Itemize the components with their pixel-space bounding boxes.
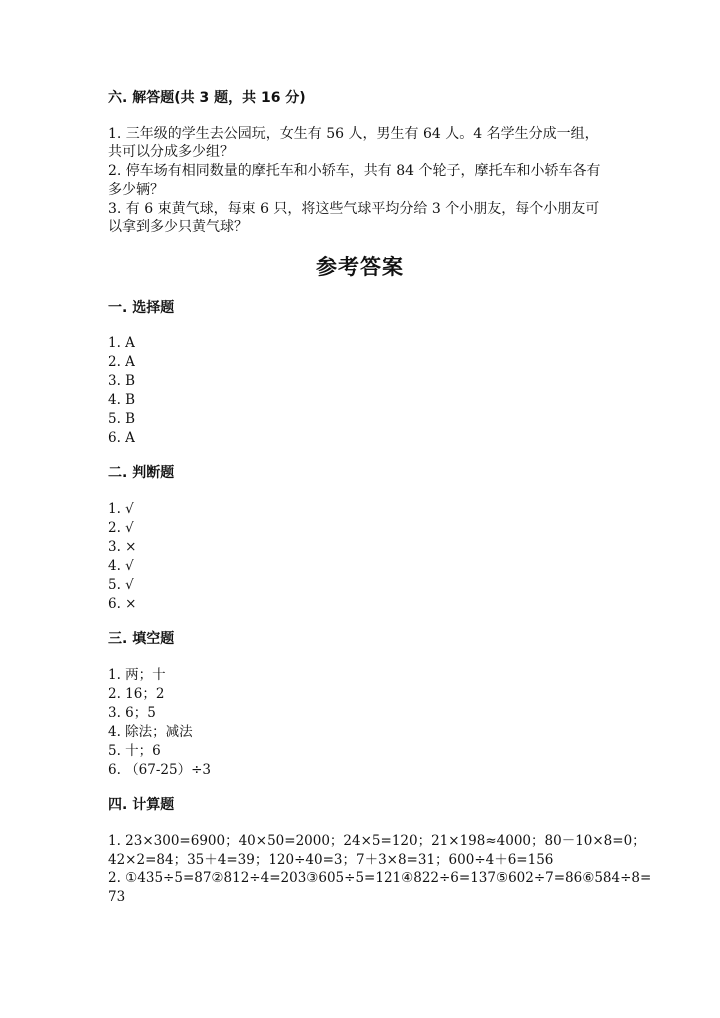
answer-item: 2. A — [108, 354, 135, 370]
answer-item: 2. √ — [108, 520, 134, 536]
answer-item: 3. × — [108, 539, 137, 555]
question-line: 3. 有 6 束黄气球，每束 6 只，将这些气球平均分给 3 个小朋友，每个小朋友可 — [108, 201, 600, 217]
answer-item: 5. B — [108, 411, 136, 427]
answer-item: 2. 16；2 — [108, 686, 165, 702]
answer-line: 42×2=84；35＋4=39；120÷40=3；7＋3×8=31；600÷4＋6=156 — [108, 852, 554, 868]
section-heading-true-false: 二. 判断题 — [108, 465, 175, 481]
section-heading-fill-in: 三. 填空题 — [108, 631, 175, 647]
answer-item: 5. √ — [108, 577, 134, 593]
answer-item: 6. A — [108, 430, 135, 446]
answers-title: 参考答案 — [316, 255, 404, 279]
question-line: 2. 停车场有相同数量的摩托车和小轿车，共有 84 个轮子，摩托车和小轿车各有 — [108, 163, 601, 179]
answer-item: 6. （67-25）÷3 — [108, 762, 211, 778]
question-line: 以拿到多少只黄气球？ — [108, 219, 248, 235]
question-line: 1. 三年级的学生去公园玩，女生有 56 人，男生有 64 人。4 名学生分成一组， — [108, 126, 599, 142]
answer-item: 6. × — [108, 596, 137, 612]
answer-item: 4. 除法；减法 — [108, 724, 193, 740]
question-line: 多少辆？ — [108, 182, 164, 198]
answer-item: 5. 十；6 — [108, 743, 161, 759]
answer-item: 3. 6；5 — [108, 705, 156, 721]
answer-item: 1. 两；十 — [108, 667, 166, 683]
answer-item: 1. A — [108, 335, 135, 351]
answer-line: 73 — [108, 889, 126, 905]
answer-item: 1. √ — [108, 501, 134, 517]
answer-item: 4. B — [108, 392, 136, 408]
answer-line: 1. 23×300=6900；40×50=2000；24×5=120；21×198≈4000；80－10×8=0； — [108, 833, 646, 849]
answer-item: 3. B — [108, 373, 136, 389]
section-heading-answer-questions: 六. 解答题(共 3 题，共 16 分) — [108, 90, 306, 106]
section-heading-multiple-choice: 一. 选择题 — [108, 300, 175, 316]
answer-item: 4. √ — [108, 558, 134, 574]
question-line: 共可以分成多少组？ — [108, 144, 234, 160]
answer-line: 2. ①435÷5=87②812÷4=203③605÷5=121④822÷6=137⑤602÷7=86⑥584÷8= — [108, 870, 652, 886]
section-heading-calculation: 四. 计算题 — [108, 797, 175, 813]
